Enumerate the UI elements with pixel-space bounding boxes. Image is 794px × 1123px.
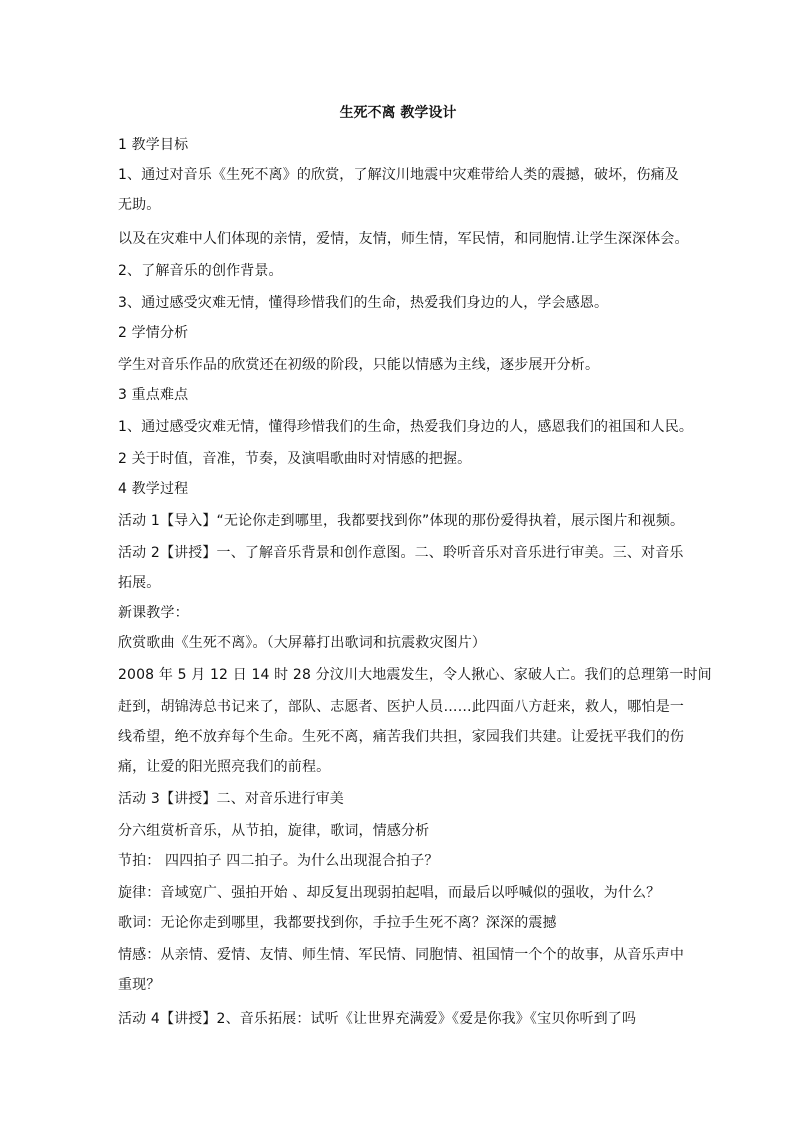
section-heading-student-analysis: 2 学情分析 bbox=[118, 325, 189, 341]
paragraph-line: 分六组赏析音乐，从节拍，旋律，歌词，情感分析 bbox=[118, 823, 430, 839]
paragraph-line: 3、通过感受灾难无情，懂得珍惜我们的生命，热爱我们身边的人，学会感恩。 bbox=[118, 295, 609, 311]
paragraph-line: 欣赏歌曲《生死不离》。（大屏幕打出歌词和抗震救灾图片） bbox=[118, 635, 487, 651]
paragraph-line: 节拍： 四四拍子 四二拍子。为什么出现混合拍子？ bbox=[118, 853, 439, 869]
section-heading-key-points: 3 重点难点 bbox=[118, 387, 189, 403]
paragraph-line: 拓展。 bbox=[118, 575, 161, 591]
paragraph-line: 2008 年 5 月 12 日 14 时 28 分汶川大地震发生，令人揪心、家破人亡。我们的总理第一时间 bbox=[118, 667, 712, 683]
paragraph-line: 学生对音乐作品的欣赏还在初级的阶段，只能以情感为主线，逐步展开分析。 bbox=[118, 357, 600, 373]
paragraph-line: 新课教学： bbox=[118, 605, 189, 621]
section-heading-teaching-process: 4 教学过程 bbox=[118, 481, 189, 497]
document-title: 生死不离 教学设计 bbox=[339, 105, 457, 121]
paragraph-line: 1、通过对音乐《生死不离》的欣赏，了解汶川地震中灾难带给人类的震撼，破坏，伤痛及 bbox=[118, 167, 679, 183]
activity-line: 活动 3【讲授】二、对音乐进行审美 bbox=[118, 791, 344, 807]
activity-line: 活动 1【导入】“无论你走到哪里，我都要找到你”体现的那份爱得执着，展示图片和视频。 bbox=[118, 513, 685, 529]
paragraph-line: 旋律：音域宽广、强拍开始 、却反复出现弱拍起唱，而最后以呼喊似的强收，为什么？ bbox=[118, 885, 661, 901]
activity-line: 活动 2【讲授】一、了解音乐背景和创作意图。二、聆听音乐对音乐进行审美。三、对音乐 bbox=[118, 545, 684, 561]
paragraph-line: 情感：从亲情、爱情、友情、师生情、军民情、同胞情、祖国情一个个的故事，从音乐声中 bbox=[118, 947, 684, 963]
section-heading-teaching-goals: 1 教学目标 bbox=[118, 137, 189, 153]
paragraph-line: 歌词：无论你走到哪里，我都要找到你，手拉手生死不离？深深的震撼 bbox=[118, 915, 557, 931]
paragraph-line: 1、通过感受灾难无情，懂得珍惜我们的生命，热爱我们身边的人，感恩我们的祖国和人民。 bbox=[118, 419, 694, 435]
activity-line: 活动 4【讲授】2、音乐拓展：试听《让世界充满爱》《爱是你我》《宝贝你听到了吗 bbox=[118, 1011, 637, 1027]
paragraph-line: 以及在灾难中人们体现的亲情，爱情，友情，师生情，军民情，和同胞情.让学生深深体会。 bbox=[118, 231, 689, 247]
paragraph-line: 赶到，胡锦涛总书记来了，部队、志愿者、医护人员……此四面八方赶来，救人，哪怕是一 bbox=[118, 699, 684, 715]
paragraph-line: 无助。 bbox=[118, 197, 161, 213]
paragraph-line: 重现？ bbox=[118, 977, 161, 993]
paragraph-line: 痛，让爱的阳光照亮我们的前程。 bbox=[118, 759, 331, 775]
paragraph-line: 线希望，绝不放弃每个生命。生死不离，痛苦我们共担，家园我们共建。让爱抚平我们的伤 bbox=[118, 729, 684, 745]
paragraph-line: 2 关于时值，音准，节奏，及演唱歌曲时对情感的把握。 bbox=[118, 451, 472, 467]
paragraph-line: 2、了解音乐的创作背景。 bbox=[118, 263, 283, 279]
